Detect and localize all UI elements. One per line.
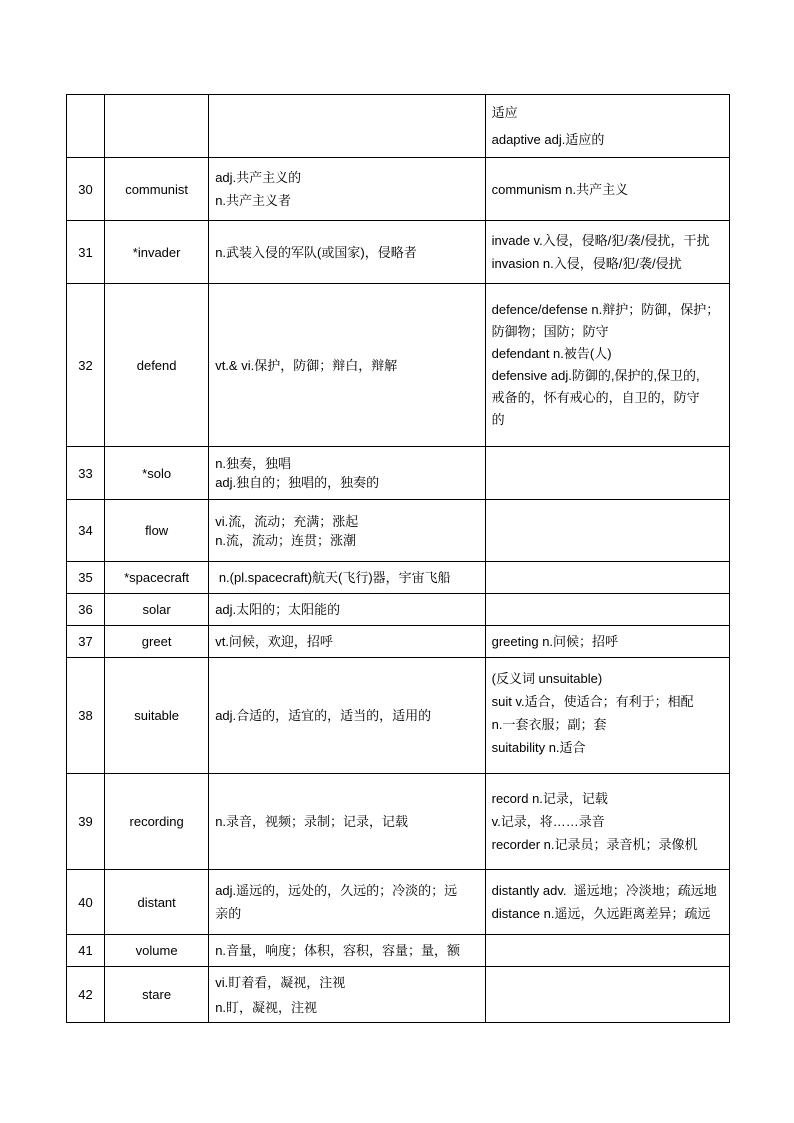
derivative-line: distance n.遥远，久远距离差异；疏远: [491, 905, 711, 921]
number-cell: 39: [67, 774, 105, 870]
derivatives-cell: [485, 594, 729, 626]
meaning-line: vi.盯着看，凝视，注视: [215, 974, 346, 990]
meaning-cell: [209, 447, 485, 500]
meaning-cell: [209, 158, 485, 221]
derivative-line: greeting n.问候；招呼: [491, 634, 619, 649]
word-cell: *solo: [105, 447, 209, 500]
derivatives-cell: [485, 158, 729, 221]
derivatives-cell: [485, 658, 729, 774]
number-cell: 37: [67, 626, 105, 658]
number-cell: 34: [67, 500, 105, 562]
word-cell: *invader: [105, 221, 209, 284]
meaning-line: vi.流，流动；充满；涨起: [215, 513, 359, 529]
vocabulary-table: [66, 94, 730, 1023]
number-cell: 30: [67, 158, 105, 221]
table-row: [67, 626, 730, 658]
meaning-cell: [209, 935, 485, 967]
table-row: [67, 935, 730, 967]
meaning-line: adj.合适的，适宜的，适当的，适用的: [215, 708, 432, 723]
meaning-line: vt.问候，欢迎，招呼: [215, 634, 333, 649]
meaning-cell: [209, 562, 485, 594]
meaning-line: n.音量，响度；体积，容积，容量；量，额: [215, 943, 461, 958]
derivative-line: defendant n.被告(人): [491, 346, 612, 361]
word-cell: solar: [105, 594, 209, 626]
derivative-line: defensive adj.防御的,保护的,保卫的,: [491, 368, 700, 383]
meaning-cell: [209, 95, 485, 158]
meaning-line: n.共产主义者: [215, 192, 292, 208]
derivatives-cell: [485, 562, 729, 594]
derivatives-cell: [485, 935, 729, 967]
derivative-line: 的: [491, 412, 505, 427]
derivative-line: invade v.入侵，侵略/犯/袭/侵扰，干扰: [491, 233, 710, 248]
derivatives-cell: [485, 447, 729, 500]
table-row: [67, 870, 730, 935]
derivative-line: invasion n.入侵，侵略/犯/袭/侵扰: [491, 256, 682, 271]
word-cell: communist: [105, 158, 209, 221]
derivative-line: (反义词 unsuitable): [491, 670, 603, 686]
number-cell: 36: [67, 594, 105, 626]
meaning-line: 亲的: [215, 905, 242, 921]
derivative-line: defence/defense n.辩护；防御，保护；: [491, 302, 720, 317]
derivatives-cell: [485, 500, 729, 562]
derivatives-cell: [485, 967, 729, 1023]
derivatives-cell: [485, 626, 729, 658]
derivatives-cell: [485, 870, 729, 935]
number-cell: 38: [67, 658, 105, 774]
meaning-line: n.(pl.spacecraft)航天(飞行)器，宇宙飞船: [215, 570, 451, 585]
meaning-cell: [209, 626, 485, 658]
derivative-line: 戒备的，怀有戒心的，自卫的，防守: [491, 390, 700, 405]
meaning-cell: [209, 967, 485, 1023]
number-cell: 41: [67, 935, 105, 967]
meaning-cell: [209, 658, 485, 774]
derivatives-cell: [485, 221, 729, 284]
derivatives-cell: [485, 774, 729, 870]
meaning-line: adj.太阳的；太阳能的: [215, 602, 341, 617]
table-row: [67, 221, 730, 284]
derivative-line: v.记录，将……录音: [491, 813, 605, 829]
meaning-line: n.武装入侵的军队(或国家)，侵略者: [215, 244, 417, 260]
derivative-line: 适应: [491, 105, 518, 120]
derivative-line: suit v.适合，使适合；有利于；相配: [491, 693, 694, 709]
meaning-line: n.盯，凝视，注视: [215, 999, 318, 1015]
derivative-line: suitability n.适合: [491, 739, 586, 755]
derivative-line: n.一套衣服；副；套: [491, 716, 607, 732]
derivative-line: communism n.共产主义: [491, 181, 629, 197]
word-cell: suitable: [105, 658, 209, 774]
table-row: [67, 500, 730, 562]
meaning-cell: [209, 500, 485, 562]
table-row: [67, 158, 730, 221]
table-row: [67, 594, 730, 626]
word-cell: greet: [105, 626, 209, 658]
number-cell: 40: [67, 870, 105, 935]
word-cell: defend: [105, 284, 209, 447]
table-row: [67, 447, 730, 500]
derivative-line: adaptive adj.适应的: [491, 132, 605, 147]
number-cell: [67, 95, 105, 158]
number-cell: 32: [67, 284, 105, 447]
meaning-line: adj.共产主义的: [215, 169, 302, 185]
word-cell: flow: [105, 500, 209, 562]
number-cell: 31: [67, 221, 105, 284]
table-row: [67, 967, 730, 1023]
derivatives-cell: [485, 284, 729, 447]
meaning-line: vt.& vi.保护，防御；辩白，辩解: [215, 357, 398, 373]
word-cell: distant: [105, 870, 209, 935]
meaning-line: n.录音，视频；录制；记录，记载: [215, 814, 409, 829]
number-cell: 33: [67, 447, 105, 500]
meaning-cell: [209, 774, 485, 870]
meaning-cell: [209, 221, 485, 284]
table-row: [67, 774, 730, 870]
meaning-cell: [209, 594, 485, 626]
meaning-cell: [209, 284, 485, 447]
table-row: [67, 658, 730, 774]
table-row: [67, 95, 730, 158]
number-cell: 35: [67, 562, 105, 594]
word-cell: recording: [105, 774, 209, 870]
derivative-line: record n.记录，记载: [491, 790, 608, 806]
derivatives-cell: [485, 95, 729, 158]
table-row: [67, 284, 730, 447]
meaning-cell: [209, 870, 485, 935]
word-cell: stare: [105, 967, 209, 1023]
table-row: [67, 562, 730, 594]
meaning-line: n.独奏，独唱: [215, 456, 292, 471]
word-cell: [105, 95, 209, 158]
number-cell: 42: [67, 967, 105, 1023]
word-cell: volume: [105, 935, 209, 967]
derivative-line: 防御物；国防；防守: [491, 324, 609, 339]
derivative-line: distantly adv. 遥远地；冷淡地；疏远地: [491, 882, 717, 898]
meaning-line: n.流，流动；连贯；涨潮: [215, 532, 357, 548]
derivative-line: recorder n.记录员；录音机；录像机: [491, 836, 698, 852]
word-cell: *spacecraft: [105, 562, 209, 594]
meaning-line: adj.独自的；独唱的，独奏的: [215, 475, 380, 490]
meaning-line: adj.遥远的，远处的，久远的；冷淡的；远: [215, 882, 458, 898]
